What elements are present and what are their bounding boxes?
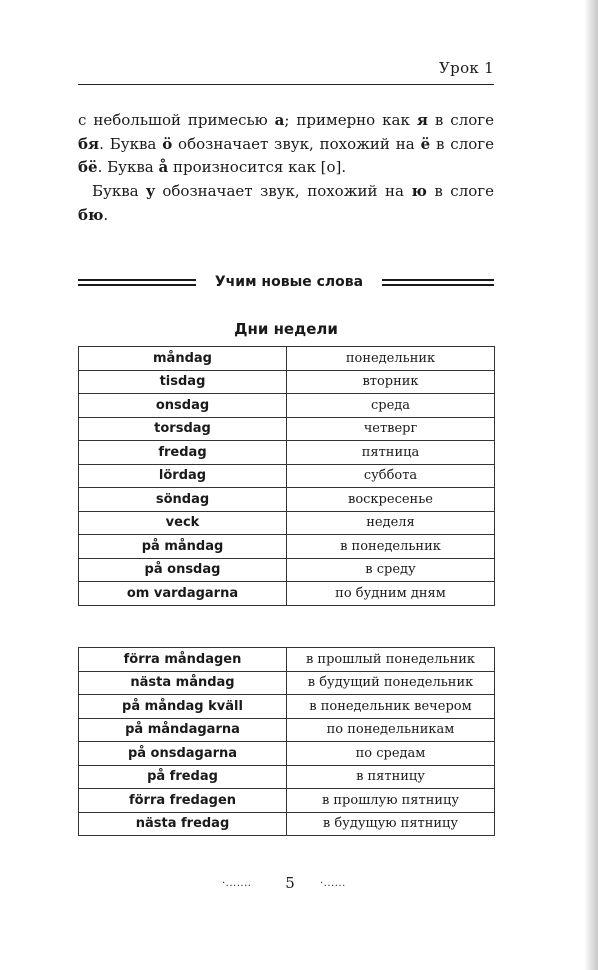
table-row: [79, 441, 495, 465]
section-rule-left: [78, 279, 196, 288]
swedish-word: på måndagarna: [79, 718, 287, 742]
table-row: [79, 417, 495, 441]
table-row: [79, 347, 495, 371]
swedish-word: fredag: [79, 441, 287, 465]
swedish-word: på onsdagarna: [79, 742, 287, 766]
table-row: [79, 535, 495, 559]
swedish-word: om vardagarna: [79, 582, 287, 606]
section-title: Учим новые слова: [214, 274, 364, 290]
footer-dots-left: ·.......: [222, 878, 252, 889]
russian-translation: неделя: [287, 511, 495, 535]
russian-translation: понедельник: [287, 347, 495, 371]
russian-translation: в понедельник: [287, 535, 495, 559]
table-row: [79, 370, 495, 394]
swedish-word: på onsdag: [79, 558, 287, 582]
table-row: [79, 648, 495, 672]
table-row: [79, 695, 495, 719]
swedish-word: veck: [79, 511, 287, 535]
section-header: [78, 272, 494, 296]
paragraph-2: Буква y обозначает звук, похожий на ю в слоге бю.: [78, 182, 494, 224]
lesson-header: Урок 1: [439, 59, 494, 77]
table-row: [79, 511, 495, 535]
swedish-word: lördag: [79, 464, 287, 488]
section-rule-right: [382, 279, 494, 288]
russian-translation: в пятницу: [287, 765, 495, 789]
swedish-word: onsdag: [79, 394, 287, 418]
swedish-word: nästa fredag: [79, 812, 287, 836]
swedish-word: nästa måndag: [79, 671, 287, 695]
footer-dots-right: ·......: [320, 878, 346, 889]
swedish-word: söndag: [79, 488, 287, 512]
page-number: 5: [285, 874, 295, 892]
table-row: [79, 488, 495, 512]
russian-translation: в будущую пятницу: [287, 812, 495, 836]
header-rule: [78, 84, 494, 85]
swedish-word: förra fredagen: [79, 789, 287, 813]
russian-translation: в будущий понедельник: [287, 671, 495, 695]
swedish-word: torsdag: [79, 417, 287, 441]
page-edge-shadow: [584, 0, 598, 970]
russian-translation: в прошлую пятницу: [287, 789, 495, 813]
russian-translation: в среду: [287, 558, 495, 582]
table-row: [79, 742, 495, 766]
swedish-word: på måndag kväll: [79, 695, 287, 719]
russian-translation: среда: [287, 394, 495, 418]
russian-translation: в прошлый понедельник: [287, 648, 495, 672]
table-row: [79, 558, 495, 582]
swedish-word: på måndag: [79, 535, 287, 559]
table-row: [79, 671, 495, 695]
paragraph-1: с небольшой примесью а; примерно как я в слоге бя. Буква ö обозначает звук, похожий на ё в слоге бё. Буква å произносится как [о].: [78, 111, 494, 176]
russian-translation: по понедельникам: [287, 718, 495, 742]
swedish-word: förra måndagen: [79, 648, 287, 672]
vocab-table-phrases: [78, 647, 495, 836]
table-row: [79, 394, 495, 418]
page-footer: [78, 874, 494, 894]
russian-translation: воскресенье: [287, 488, 495, 512]
swedish-word: på fredag: [79, 765, 287, 789]
russian-translation: по будним дням: [287, 582, 495, 606]
vocab-table-days: [78, 346, 495, 606]
table-row: [79, 812, 495, 836]
russian-translation: четверг: [287, 417, 495, 441]
table-row: [79, 789, 495, 813]
table-row: [79, 582, 495, 606]
swedish-word: måndag: [79, 347, 287, 371]
russian-translation: пятница: [287, 441, 495, 465]
russian-translation: в понедельник вечером: [287, 695, 495, 719]
russian-translation: по средам: [287, 742, 495, 766]
table-row: [79, 765, 495, 789]
table-row: [79, 464, 495, 488]
table-title: Дни недели: [234, 320, 338, 338]
swedish-word: tisdag: [79, 370, 287, 394]
table-row: [79, 718, 495, 742]
russian-translation: суббота: [287, 464, 495, 488]
russian-translation: вторник: [287, 370, 495, 394]
